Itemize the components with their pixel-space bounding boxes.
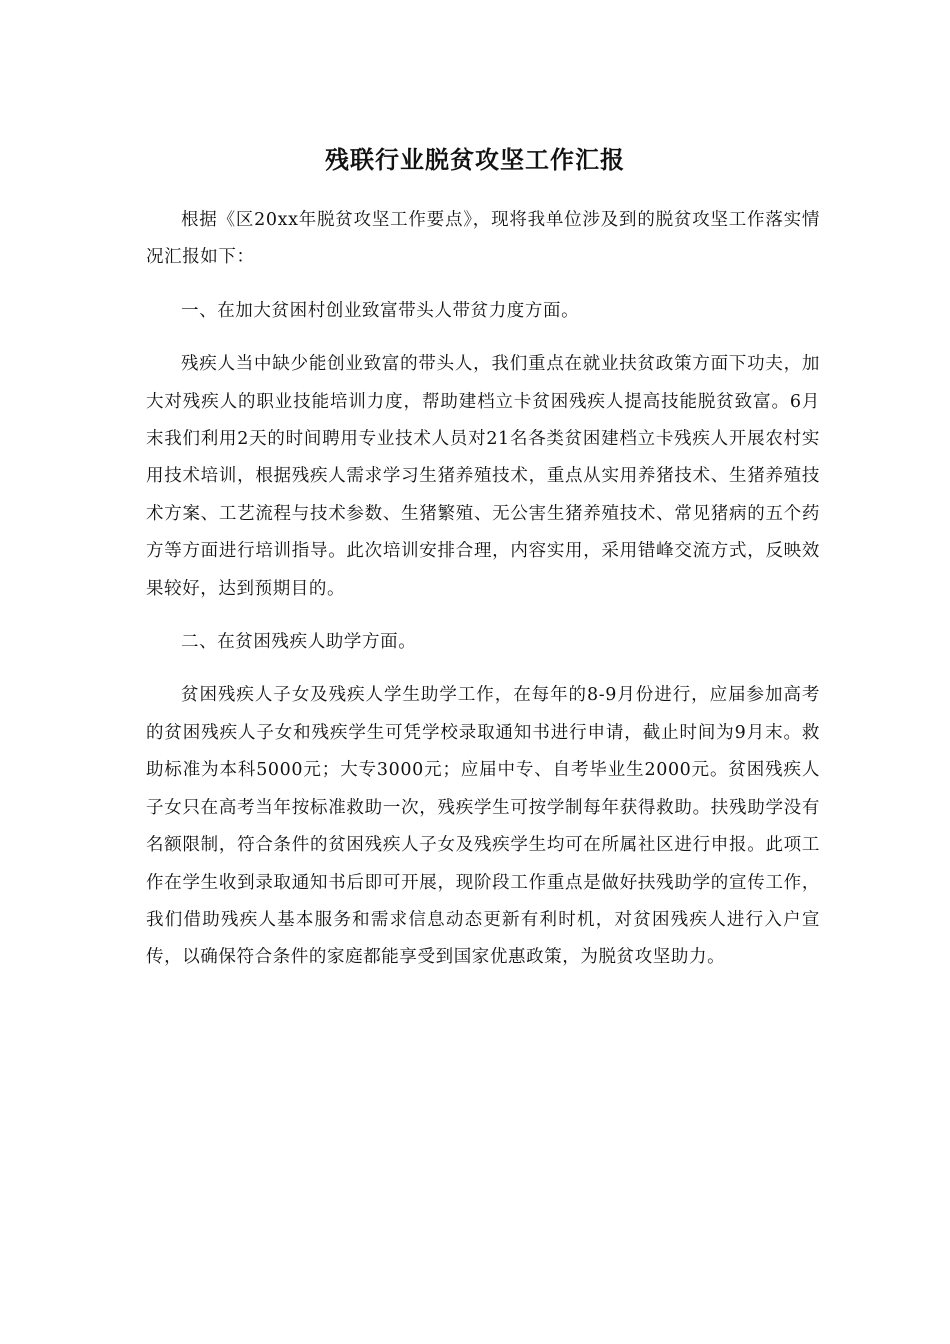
document-body — [146, 202, 820, 993]
section-heading-1: 一、在加大贫困村创业致富带头人带贫力度方面。 — [181, 300, 580, 321]
document-title: 残联行业脱贫攻坚工作汇报 — [325, 146, 625, 174]
section-body-2: 贫困残疾人子女及残疾人学生助学工作，在每年的8-9月份进行，应届参加高考的贫困残疾人子女和残疾学生可凭学校录取通知书进行申请，截止时间为9月末。救助标准为本科5000元；大专3000元；应届中专、自考毕业生2000元。贫困残疾人子女只在高考当年按标准救助一次，残疾学生可按学制每年获得救助。扶残助学没有名额限制，符合条件的贫困残疾人子女及残疾学生均可在所属社区进行申报。此项工作在学生收到录取通知书后即可开展，现阶段工作重点是做好扶残助学的宣传工作，我们借助残疾人基本服务和需求信息动态更新有利时机，对贫困残疾人进行入户宣传，以确保符合条件的家庭都能享受到国家优惠政策，为脱贫攻坚助力。 — [146, 685, 820, 968]
section-body-1: 残疾人当中缺少能创业致富的带头人，我们重点在就业扶贫政策方面下功夫，加大对残疾人的职业技能培训力度，帮助建档立卡贫困残疾人提高技能脱贫致富。6月末我们利用2天的时间聘用专业技术人员对21名各类贫困建档立卡残疾人开展农村实用技术培训，根据残疾人需求学习生猪养殖技术，重点从实用养猪技术、生猪养殖技术方案、工艺流程与技术参数、生猪繁殖、无公害生猪养殖技术、常见猪病的五个药方等方面进行培训指导。此次培训安排合理，内容实用，采用错峰交流方式，反映效果较好，达到预期目的。 — [146, 354, 820, 599]
intro-paragraph: 根据《区20xx年脱贫攻坚工作要点》，现将我单位涉及到的脱贫攻坚工作落实情况汇报如下： — [146, 210, 820, 268]
section-heading-2: 二、在贫困残疾人助学方面。 — [181, 632, 417, 653]
